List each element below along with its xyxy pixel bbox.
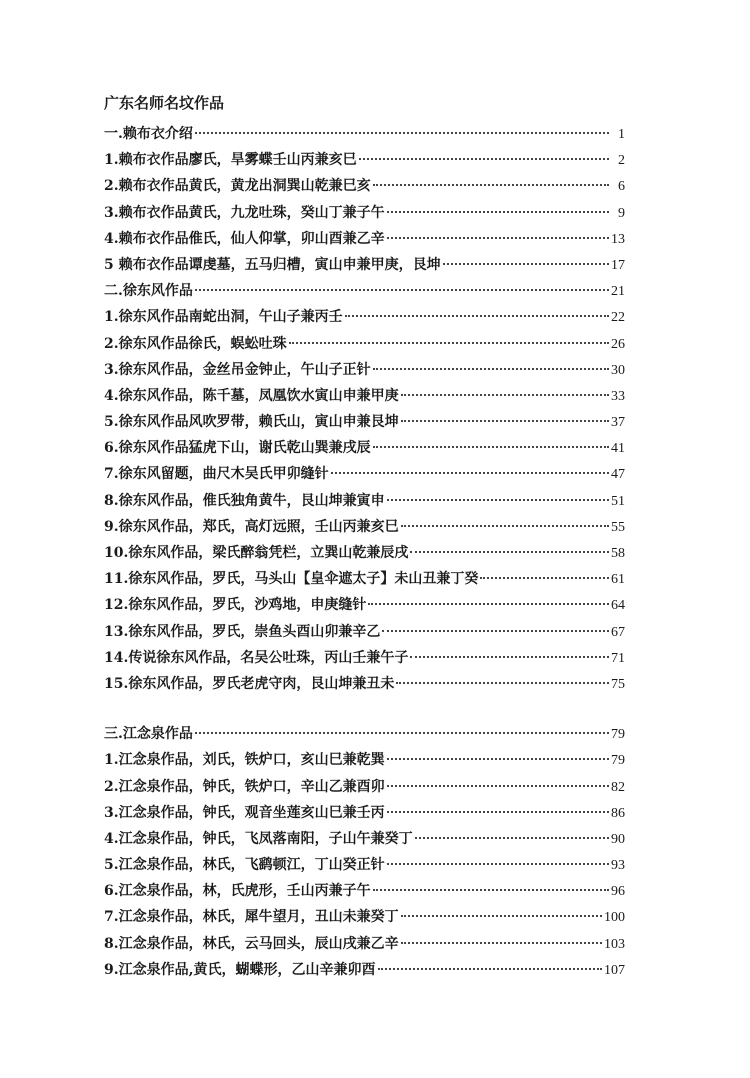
- dot-leader: [401, 901, 602, 921]
- toc-heading: [104, 718, 625, 744]
- dot-leader: [410, 537, 609, 557]
- dot-leader: [373, 432, 609, 452]
- toc-page-number: 22: [611, 310, 625, 326]
- dot-leader: [443, 249, 609, 269]
- toc-entry: [104, 668, 625, 694]
- toc-entry-text: 3.徐东风作品，金丝吊金钟止，午山子正针: [104, 361, 371, 378]
- dot-leader: [195, 118, 609, 138]
- toc-heading-text: 二.徐东风作品: [104, 283, 193, 300]
- toc-page-number: 93: [611, 858, 625, 874]
- toc-entry-text: 5.徐东风作品风吹罗带，赖氏山，寅山申兼艮坤: [104, 414, 399, 431]
- toc-page-number: 67: [611, 624, 625, 640]
- toc-page-number: 6: [618, 179, 625, 195]
- toc-entry-text: 3.江念泉作品，钟氏，观音坐莲亥山巳兼壬丙: [104, 804, 385, 821]
- dot-leader: [401, 928, 602, 948]
- toc-entry: [104, 771, 625, 797]
- toc-page-number: 58: [611, 546, 625, 561]
- toc-page-number: 1: [618, 127, 625, 142]
- toc-heading-text: 一.赖布衣介绍: [104, 126, 193, 142]
- toc-entry-text: 6.江念泉作品，林，氏虎形，壬山丙兼子午: [104, 883, 371, 900]
- dot-leader: [195, 718, 609, 738]
- toc-entry: [104, 642, 625, 668]
- dot-leader: [373, 354, 609, 374]
- toc-entry-text: 2.赖布衣作品黄氏，黄龙出洞巽山乾兼巳亥: [104, 178, 371, 195]
- toc-section-jiang-nianquan: [104, 718, 625, 980]
- toc-entry: [104, 954, 625, 980]
- toc-heading: [104, 275, 625, 301]
- dot-leader: [387, 485, 609, 505]
- toc-page-number: 47: [611, 467, 625, 483]
- toc-page-number: 75: [611, 676, 625, 692]
- toc-page-number: 96: [611, 884, 625, 900]
- toc-page-number: 13: [611, 231, 625, 247]
- toc-entry: [104, 928, 625, 954]
- toc-heading-text: 三.江念泉作品: [104, 726, 193, 743]
- toc-entry-text: 1.江念泉作品，刘氏，铁炉口，亥山巳兼乾巽: [104, 752, 385, 769]
- toc-entry: [104, 301, 625, 327]
- toc-entry: [104, 144, 625, 170]
- dot-leader: [373, 170, 609, 190]
- toc-entry: [104, 589, 625, 615]
- dot-leader: [415, 823, 609, 843]
- toc-page-number: 86: [611, 805, 625, 821]
- dot-leader: [331, 458, 609, 478]
- toc-entry: [104, 616, 625, 642]
- toc-page-number: 103: [604, 936, 625, 952]
- dot-leader: [289, 328, 609, 348]
- dot-leader: [387, 223, 609, 243]
- dot-leader: [401, 511, 609, 531]
- toc-entry-text: 7.江念泉作品，林氏，犀牛望月，丑山未兼癸丁: [104, 909, 399, 926]
- dot-leader: [195, 275, 609, 295]
- dot-leader: [401, 406, 609, 426]
- toc-entry-text: 8.江念泉作品，林氏，云马回头，辰山戌兼乙辛: [104, 935, 399, 952]
- toc-entry-text: 1.徐东风作品南蛇出洞，午山子兼丙壬: [104, 309, 343, 326]
- toc-entry: [104, 249, 625, 275]
- dot-leader: [387, 797, 609, 817]
- toc-page-number: 107: [604, 962, 625, 978]
- toc-entry-text: 8.徐东风作品，倠氏独角黄牛，艮山坤兼寅申: [104, 492, 385, 509]
- toc-page-number: 9: [618, 205, 625, 221]
- toc-entry-text: 13.徐东风作品，罗氏，崇鱼头酉山卯兼辛乙: [104, 623, 381, 640]
- dot-leader: [387, 771, 609, 791]
- toc-entry-text: 6.徐东风作品猛虎下山，谢氏乾山巽兼戌辰: [104, 440, 371, 457]
- toc-entry: [104, 485, 625, 511]
- dot-leader: [387, 744, 609, 764]
- toc-entry: [104, 328, 625, 354]
- toc-entry: [104, 354, 625, 380]
- toc-entry-text: 4.江念泉作品，钟氏，飞凤落南阳，子山午兼癸丁: [104, 830, 413, 847]
- toc-page-number: 100: [604, 910, 625, 926]
- dot-leader: [387, 849, 609, 869]
- toc-entry: [104, 511, 625, 537]
- document-title: 广东名师名坟作品: [104, 94, 225, 112]
- toc-entry-text: 9.徐东风作品，郑氏，高灯远照，壬山丙兼亥巳: [104, 518, 399, 535]
- toc-page-number: 21: [611, 284, 625, 300]
- toc-entry: [104, 849, 625, 875]
- toc-entry-text: 9.江念泉作品,黄氏，蝴蝶形，乙山辛兼卯酉: [104, 961, 376, 978]
- toc-page-number: 33: [611, 388, 625, 404]
- toc-entry: [104, 797, 625, 823]
- toc-section-xu-dongfeng: [104, 275, 625, 694]
- toc-entry: [104, 458, 625, 484]
- toc-page-number: 79: [611, 753, 625, 769]
- toc-page-number: 55: [611, 519, 625, 535]
- toc-entry: [104, 823, 625, 849]
- toc-page-number: 64: [611, 598, 625, 614]
- toc-page-number: 30: [611, 362, 625, 378]
- toc-entry: [104, 223, 625, 249]
- toc-entry-text: 14.传说徐东风作品，名吴公吐珠，丙山壬兼午子: [104, 649, 409, 666]
- toc-entry: [104, 744, 625, 770]
- toc-entry-text: 3.赖布衣作品黄氏，九龙吐珠，癸山丁兼子午: [104, 204, 385, 221]
- dot-leader: [410, 642, 609, 662]
- toc-page-number: 71: [611, 650, 625, 666]
- toc-page-number: 17: [611, 257, 625, 273]
- dot-leader: [396, 668, 609, 688]
- toc-page-number: 90: [611, 831, 625, 847]
- toc-page-number: 2: [618, 153, 625, 169]
- toc-entry-text: 10.徐东风作品，梁氏醉翁凭栏，立巽山乾兼辰戌: [104, 545, 409, 561]
- toc-entry-text: 5.江念泉作品，林氏，飞鹞顿江，丁山癸正针: [104, 857, 385, 874]
- toc-entry-text: 2.徐东风作品徐氏，蜈蚣吐珠: [104, 335, 287, 352]
- toc-entry: [104, 875, 625, 901]
- toc-page-number: 51: [611, 493, 625, 509]
- section-spacer: [104, 694, 625, 718]
- toc-heading: [104, 118, 625, 144]
- dot-leader: [373, 875, 609, 895]
- toc-page-number: 79: [611, 727, 625, 743]
- dot-leader: [378, 954, 603, 974]
- toc-entry: [104, 197, 625, 223]
- toc-entry-text: 2.江念泉作品，钟氏，铁炉口，辛山乙兼酉卯: [104, 778, 385, 795]
- toc-entry: [104, 901, 625, 927]
- toc-page-number: 26: [611, 336, 625, 352]
- toc-entry: [104, 406, 625, 432]
- toc-entry-text: 11.徐东风作品，罗氏，马头山【皇伞遮太子】未山丑兼丁癸: [104, 571, 479, 588]
- toc-entry: [104, 170, 625, 196]
- dot-leader: [382, 616, 609, 636]
- toc-page-number: 61: [611, 572, 625, 588]
- toc-entry-text: 4.徐东风作品，陈千墓，凤凰饮水寅山申兼甲庚: [104, 387, 399, 404]
- toc-entry: [104, 380, 625, 406]
- toc-entry: [104, 563, 625, 589]
- toc-page-number: 37: [611, 415, 625, 431]
- toc-entry-text: 5 赖布衣作品谭虔墓，五马归槽，寅山申兼甲庚，艮坤: [104, 256, 441, 273]
- toc-entry-text: 15.徐东风作品，罗氏老虎守肉，艮山坤兼丑未: [104, 675, 395, 692]
- toc-entry-text: 1.赖布衣作品廖氏，旱雾蝶壬山丙兼亥巳: [104, 152, 357, 169]
- dot-leader: [359, 144, 609, 164]
- toc-section-lai-buyi: [104, 118, 625, 275]
- toc-entry-text: 7.徐东风留题，曲尺木吴氏甲卯缝针: [104, 466, 329, 483]
- toc-page-number: 41: [611, 441, 625, 457]
- dot-leader: [387, 197, 609, 217]
- dot-leader: [368, 589, 609, 609]
- toc-entry-text: 12.徐东风作品，罗氏，沙鸡地，申庚缝针: [104, 597, 367, 614]
- toc-entry: [104, 537, 625, 563]
- toc-entry: [104, 432, 625, 458]
- dot-leader: [401, 380, 609, 400]
- toc-page-number: 82: [611, 779, 625, 795]
- toc-page: [104, 92, 625, 980]
- dot-leader: [345, 301, 609, 321]
- toc-entry-text: 4.赖布衣作品倠氏，仙人仰掌，卯山酉兼乙辛: [104, 230, 385, 247]
- dot-leader: [480, 563, 609, 583]
